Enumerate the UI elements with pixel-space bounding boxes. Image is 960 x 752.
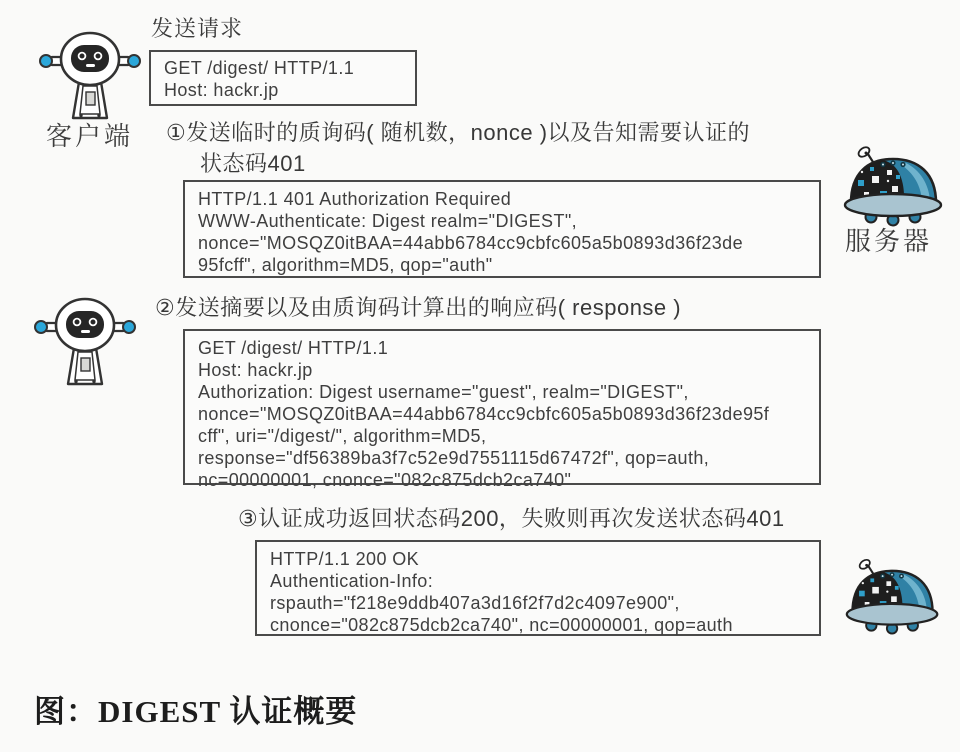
figure-caption: 图：DIGEST 认证概要 [34, 694, 358, 729]
http-line: GET /digest/ HTTP/1.1 [164, 58, 355, 78]
client-robot-icon [34, 26, 146, 124]
initial-request-box [149, 50, 417, 106]
http-line: Host: hackr.jp [164, 80, 279, 100]
client-robot-icon [26, 292, 144, 390]
digest-request-box [183, 329, 821, 490]
http-line: HTTP/1.1 200 OK [270, 549, 420, 569]
step1-line2: 状态码401 [200, 151, 306, 176]
step1-line1: ①发送临时的质询码( 随机数，nonce )以及告知需要认证的 [166, 120, 751, 145]
http-line: response="df56389ba3f7c52e9d7551115d67472f", qop=auth, [198, 448, 710, 468]
http-line: GET /digest/ HTTP/1.1 [198, 338, 389, 358]
response-200-box [255, 540, 821, 636]
step1-text [166, 117, 750, 179]
http-line: nonce="MOSQZ0itBAA=44abb6784cc9cbfc605a5b0893d36f23de95f [198, 404, 770, 424]
step2-text: ②发送摘要以及由质询码计算出的响应码( response ) [155, 295, 682, 320]
send-request-label: 发送请求 [151, 16, 244, 41]
step3-text: ③认证成功返回状态码200，失败则再次发送状态码401 [238, 506, 785, 531]
http-line: rspauth="f218e9ddb407a3d16f2f7d2c4097e900", [270, 593, 680, 613]
http-line: WWW-Authenticate: Digest realm="DIGEST", [198, 211, 578, 231]
http-line: Authentication-Info: [270, 571, 434, 591]
http-line: 95fcff", algorithm=MD5, qop="auth" [198, 255, 493, 275]
server-robot-icon [844, 558, 942, 646]
client-label: 客户端 [46, 121, 134, 151]
http-line: HTTP/1.1 401 Authorization Required [198, 189, 512, 209]
http-line: nonce="MOSQZ0itBAA=44abb6784cc9cbfc605a5b0893d36f23de [198, 233, 743, 253]
response-401-box [183, 180, 821, 278]
http-line: Authorization: Digest username="guest", realm="DIGEST", [198, 382, 689, 402]
http-line: nc=00000001, cnonce="082c875dcb2ca740" [198, 470, 572, 490]
http-line: cnonce="082c875dcb2ca740", nc=00000001, qop=auth [270, 615, 733, 635]
http-line: Host: hackr.jp [198, 360, 313, 380]
server-label: 服务器 [845, 226, 933, 256]
http-line: cff", uri="/digest/", algorithm=MD5, [198, 426, 487, 446]
